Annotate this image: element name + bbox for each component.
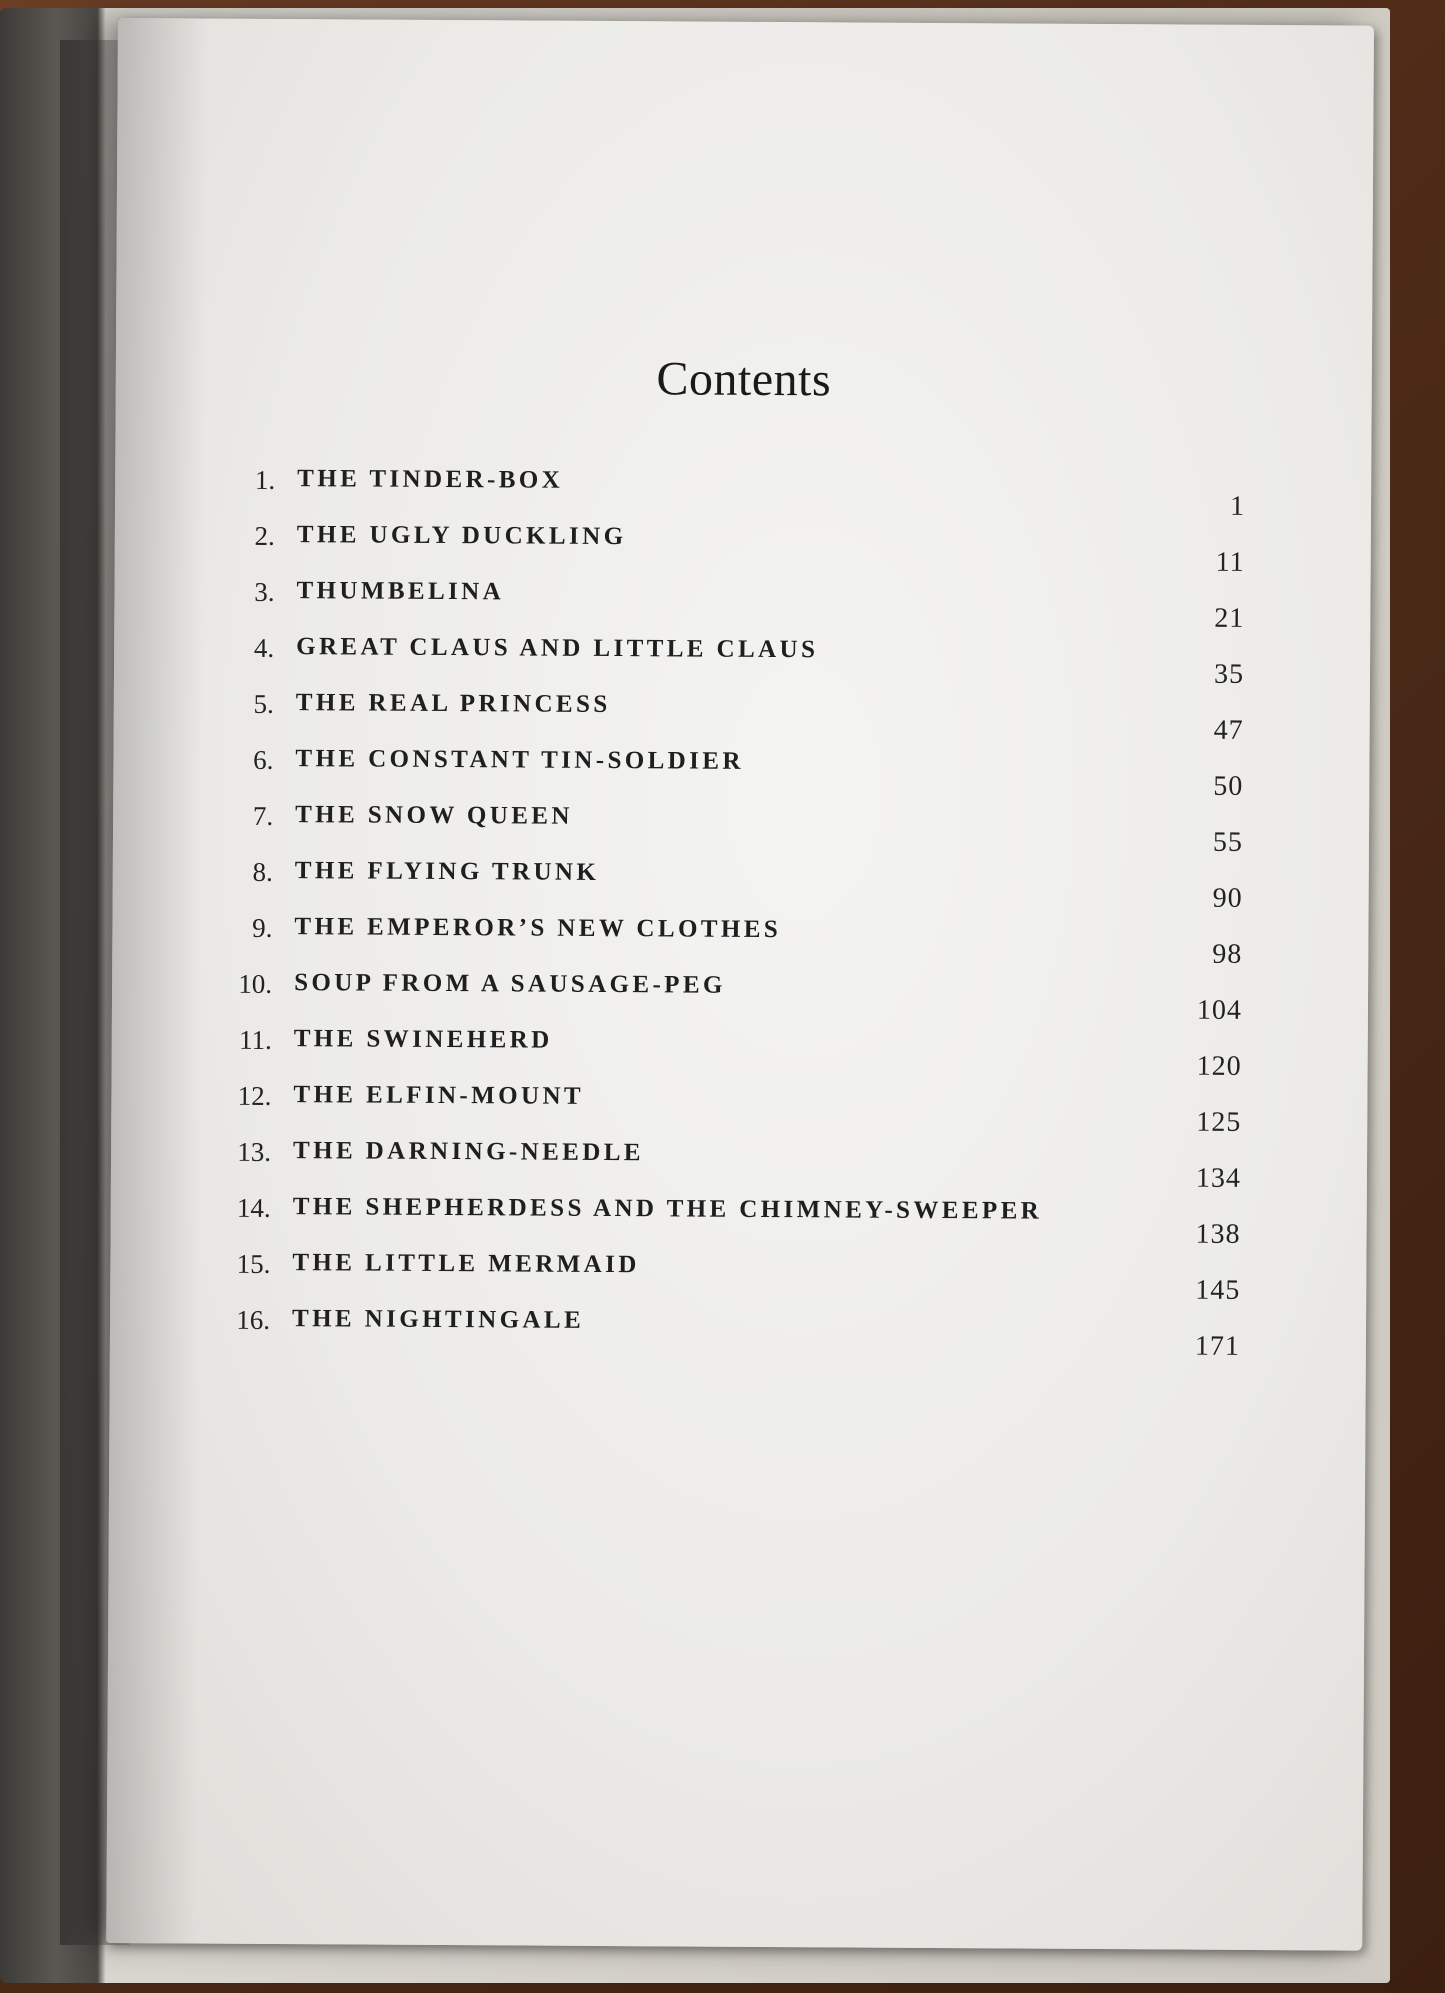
chapter-number: 2.: [254, 520, 275, 551]
page-number: 35: [1213, 658, 1245, 690]
chapter-number: 8.: [252, 856, 273, 887]
chapter-number: 15.: [236, 1248, 271, 1279]
toc-entry: [154, 682, 1274, 745]
page-title: Contents: [656, 352, 832, 407]
page-number: 125: [1196, 1106, 1242, 1138]
page-number: 47: [1213, 714, 1244, 746]
toc-entry: [151, 1186, 1271, 1249]
chapter-number: 3.: [254, 576, 275, 607]
page-number: 21: [1214, 602, 1245, 634]
chapter-number: 4.: [253, 632, 275, 663]
toc-entry: [152, 962, 1272, 1025]
book-page: [106, 18, 1374, 1951]
chapter-title: THE CONSTANT TIN-SOLDIER: [295, 745, 744, 775]
page-number: 104: [1196, 994, 1243, 1026]
chapter-title: THE LITTLE MERMAID: [292, 1249, 640, 1279]
chapter-title: GREAT CLAUS AND LITTLE CLAUS: [296, 633, 819, 664]
chapter-title: THE SHEPHERDESS AND THE CHIMNEY-SWEEPER: [292, 1193, 1043, 1225]
chapter-title: THE DARNING-NEEDLE: [293, 1137, 644, 1167]
page-number: 145: [1195, 1274, 1241, 1306]
chapter-title: THUMBELINA: [296, 577, 505, 606]
page-number: 1: [1229, 490, 1246, 522]
toc-entry: [151, 1130, 1271, 1193]
toc-entry: [152, 906, 1272, 969]
chapter-title: THE ELFIN-MOUNT: [293, 1081, 585, 1110]
chapter-title: THE NIGHTINGALE: [291, 1305, 585, 1334]
page-number: 55: [1212, 826, 1244, 858]
chapter-number: 13.: [237, 1136, 272, 1167]
toc-entry: [150, 1242, 1270, 1305]
page-number: 11: [1215, 546, 1245, 578]
page-number: 50: [1213, 770, 1244, 802]
chapter-title: THE REAL PRINCESS: [295, 689, 611, 719]
chapter-title: THE TINDER-BOX: [297, 465, 564, 494]
chapter-title: THE UGLY DUCKLING: [296, 521, 627, 551]
page-number: 120: [1196, 1050, 1242, 1082]
toc-entry: [153, 738, 1273, 801]
page-number: 171: [1194, 1330, 1241, 1362]
chapter-number: 14.: [236, 1192, 271, 1223]
chapter-title: THE FLYING TRUNK: [294, 857, 600, 886]
chapter-number: 11.: [238, 1024, 272, 1055]
chapter-number: 5.: [253, 688, 274, 719]
toc-entry: [154, 570, 1274, 633]
chapter-number: 9.: [252, 912, 273, 943]
toc-entry: [150, 1298, 1270, 1361]
chapter-number: 6.: [253, 744, 274, 775]
chapter-title: SOUP FROM A SAUSAGE-PEG: [294, 969, 726, 999]
page-number: 90: [1212, 882, 1243, 914]
page-number: 134: [1195, 1162, 1242, 1194]
chapter-number: 10.: [238, 968, 273, 999]
toc-entry: [151, 1074, 1271, 1137]
chapter-title: THE SWINEHERD: [293, 1025, 553, 1054]
toc-entry: [152, 1018, 1272, 1081]
chapter-number: 1.: [254, 464, 276, 495]
chapter-number: 16.: [236, 1304, 271, 1335]
page-number: 98: [1212, 938, 1243, 970]
chapter-number: 12.: [237, 1080, 272, 1111]
toc-entry: [155, 458, 1275, 521]
page-number: 138: [1195, 1218, 1241, 1250]
toc-entry: [154, 626, 1274, 689]
chapter-title: THE EMPEROR’S NEW CLOTHES: [294, 913, 782, 944]
chapter-title: THE SNOW QUEEN: [295, 801, 573, 830]
table-of-contents: [150, 458, 1275, 1361]
toc-entry: [155, 514, 1275, 577]
toc-entry: [153, 794, 1273, 857]
chapter-number: 7.: [252, 800, 274, 831]
toc-entry: [153, 850, 1273, 913]
